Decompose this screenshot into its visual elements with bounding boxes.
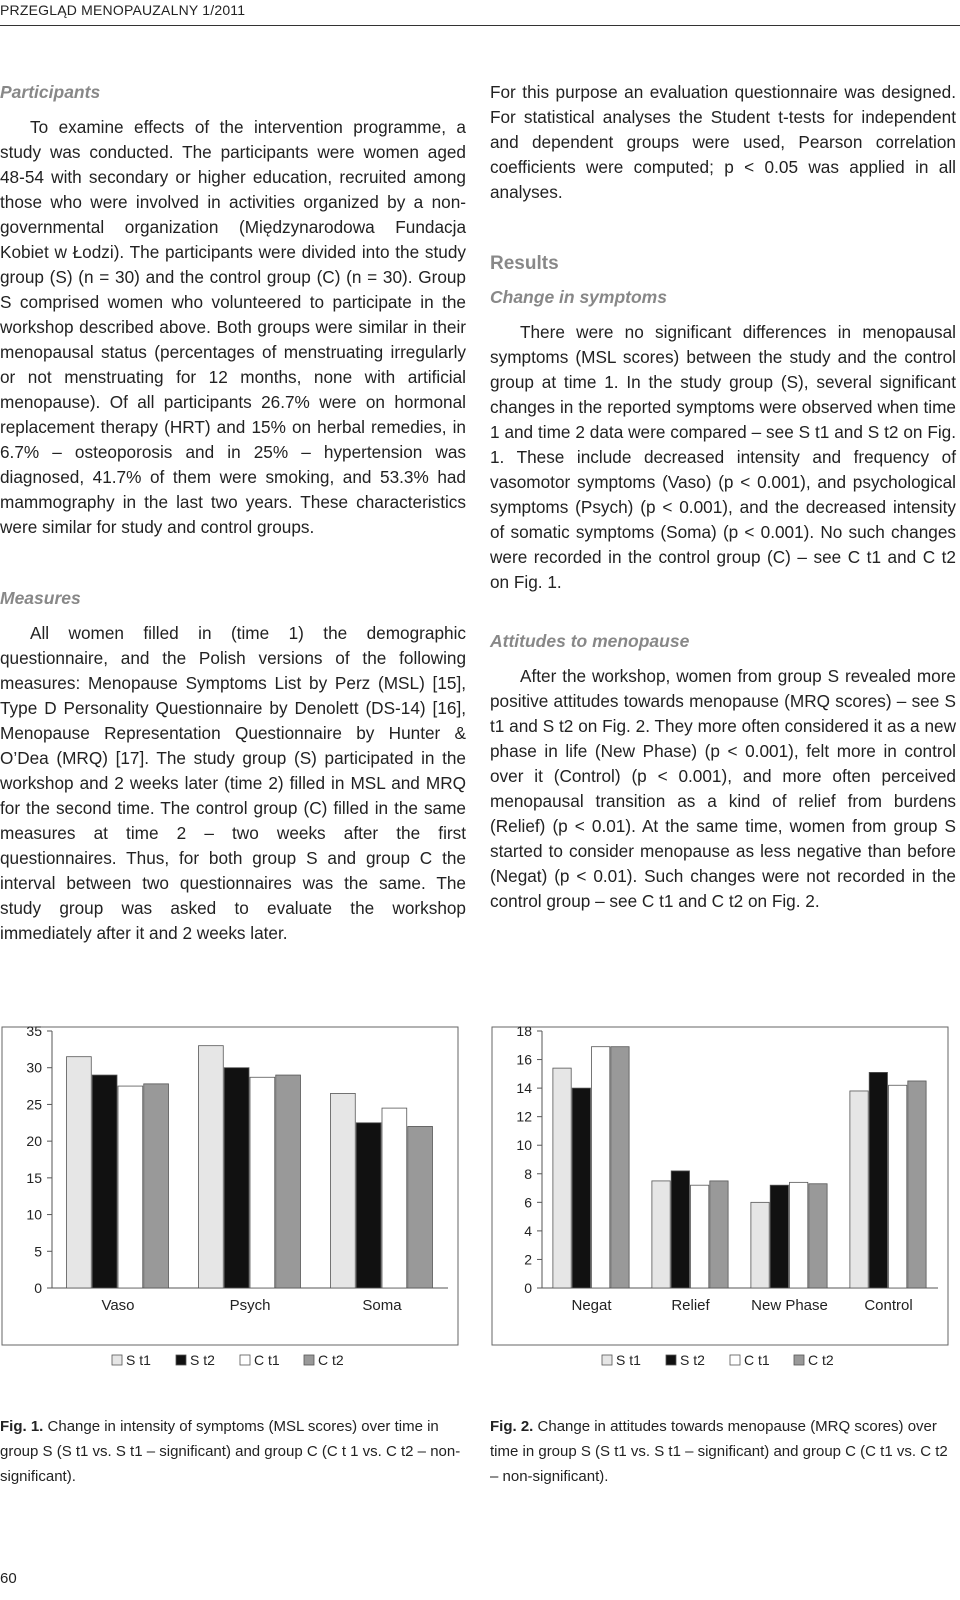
attitudes-heading: Attitudes to menopause: [490, 631, 690, 651]
figure-1-chart: [0, 1025, 460, 1385]
legend-swatch: [112, 1355, 122, 1365]
bar-s-t1: [67, 1057, 92, 1288]
bar-s-t1: [199, 1046, 224, 1288]
y-tick-label: 8: [524, 1165, 532, 1182]
bar-c-t1: [790, 1182, 808, 1288]
bar-s-t1: [553, 1068, 571, 1288]
right-column: [490, 80, 956, 914]
participants-heading: Participants: [0, 82, 101, 102]
bar-s-t2: [770, 1185, 788, 1288]
bar-c-t1: [250, 1077, 275, 1288]
legend-label: S t1: [616, 1352, 641, 1368]
y-tick-label: 18: [516, 1025, 532, 1039]
legend-label: C t2: [318, 1352, 344, 1368]
bar-c-t2: [710, 1181, 728, 1288]
x-tick-label: Soma: [362, 1297, 402, 1314]
x-tick-label: Psych: [229, 1297, 271, 1314]
legend-label: C t2: [808, 1352, 834, 1368]
header-rule: [0, 25, 960, 26]
left-column: [0, 80, 466, 946]
x-tick-label: Control: [864, 1297, 913, 1314]
legend-swatch: [794, 1355, 804, 1365]
x-tick-label: New Phase: [751, 1297, 828, 1314]
legend-label: C t1: [744, 1352, 770, 1368]
bar-c-t1: [382, 1108, 407, 1288]
x-tick-label: Negat: [571, 1297, 612, 1314]
measures-heading: Measures: [0, 588, 81, 608]
bar-c-t1: [592, 1047, 610, 1288]
y-tick-label: 10: [26, 1206, 42, 1223]
legend-swatch: [730, 1355, 740, 1365]
y-tick-label: 12: [516, 1108, 532, 1125]
y-tick-label: 20: [26, 1133, 42, 1150]
change-in-symptoms-paragraph: There were no significant differences in menopausal symptoms (MSL scores) between the study and the control group at time 1. In the study group (S), several significant changes in the reported symptoms were observed when time 1 and time 2 data were compared – see S t1 and S t2 on Fig. 1. These include decreased intensity and frequency of vasomotor symptoms (Vaso) (p < 0.001), and psychological symptoms (Psych) (p < 0.001), and the decreased intensity of somatic symptoms (Soma) (p < 0.001). No such changes were recorded in the control group (C) – see C t1 and C t2 on Fig. 1.: [490, 322, 956, 592]
y-tick-label: 4: [524, 1222, 532, 1239]
bar-c-t1: [889, 1085, 907, 1288]
measures-paragraph: All women filled in (time 1) the demographic questionnaire, and the Polish versions of the following measures: Menopause Symptoms List by Perz (MSL) [15], Type D Personality Questionnaire by Denolett (DS-14) [16], Menopause Representation Questionnaire by Hunter & O’Dea (MRQ) [17]. The study group (S) participated in the workshop and 2 weeks later (time 2) filled in MSL and MRQ for the second time. The control group (C) filled in the same measures at time 2 – two weeks after the first questionnaires. Thus, for both group S and group C the interval between two questionnaires was the same. The study group was asked to evaluate the workshop immediately after it and 2 weeks later.: [0, 623, 466, 943]
figure-1-svg: [0, 1025, 460, 1385]
page-number: 60: [0, 1570, 17, 1587]
y-tick-label: 0: [524, 1280, 532, 1296]
y-tick-label: 10: [516, 1137, 532, 1154]
bar-c-t2: [611, 1047, 629, 1288]
bar-s-t1: [850, 1091, 868, 1288]
legend-swatch: [304, 1355, 314, 1365]
running-head: PRZEGLĄD MENOPAUZALNY 1/2011: [0, 2, 246, 18]
participants-paragraph: To examine effects of the intervention programme, a study was conducted. The participants were women aged 48-54 with secondary or higher education, recruited among those who were involved in activities organized by a non-governmental organization (Międzynarodowa Fundacja Kobiet w Łodzi). The participants were divided into the study group (S) (n = 30) and the control group (C) (n = 30). Group S comprised women who volunteered to participate in the workshop described above. Both groups were similar in their menopausal status (percentages of menstruating irregularly or not menstruating for 12 months, none with artificial menopause). Of all participants 26.7% were on hormonal replacement therapy (HRT) and 15% on herbal remedies, in 6.7% – osteoporosis and in 25% – hypertension was diagnosed, 41.7% of them were smoking, and 53.3% had mammography in the last two years. These characteristics were similar for study and control groups.: [0, 117, 466, 537]
y-tick-label: 30: [26, 1059, 42, 1076]
bar-s-t2: [869, 1072, 887, 1288]
bar-c-t2: [276, 1075, 301, 1288]
bar-c-t2: [408, 1126, 433, 1288]
figure-2-svg: [490, 1025, 950, 1385]
legend-label: S t2: [190, 1352, 215, 1368]
bar-s-t1: [652, 1181, 670, 1288]
bar-c-t2: [809, 1184, 827, 1288]
y-tick-label: 6: [524, 1194, 532, 1211]
bar-c-t1: [691, 1185, 709, 1288]
figure-1-caption-text: Change in intensity of symptoms (MSL scores) over time in group S (S t1 vs. S t1 – significant) and group C (C t 1 vs. C t2 – non-significant).: [0, 1418, 461, 1485]
legend-swatch: [176, 1355, 186, 1365]
bar-c-t2: [908, 1081, 926, 1288]
x-tick-label: Relief: [671, 1297, 710, 1314]
bar-s-t2: [671, 1171, 689, 1288]
bar-s-t2: [92, 1075, 117, 1288]
legend-swatch: [240, 1355, 250, 1365]
y-tick-label: 0: [34, 1280, 42, 1296]
y-tick-label: 5: [34, 1243, 42, 1260]
attitudes-paragraph: After the workshop, women from group S revealed more positive attitudes towards menopause (MRQ scores) – see S t1 and S t2 on Fig. 2. They more often considered it as a new phase in life (New Phase) (p < 0.001), felt more in control over it (Control) (p < 0.001), and more often perceived menopausal transition as a kind of relief from burdens (Relief) (p < 0.01). At the same time, women from group S started to consider menopause as less negative than before (Negat) (p < 0.01). Such changes were not recorded in the control group – see C t1 and C t2 on Fig. 2.: [490, 666, 956, 911]
y-tick-label: 14: [516, 1080, 532, 1097]
bar-c-t1: [118, 1086, 143, 1288]
figure-2-caption-text: Change in attitudes towards menopause (MRQ scores) over time in group S (S t1 vs. S t1 – significant) and group C (C t1 vs. C t2 – non-significant).: [490, 1418, 948, 1485]
bar-s-t1: [331, 1093, 356, 1288]
results-heading: Results: [490, 253, 559, 274]
change-in-symptoms-heading: Change in symptoms: [490, 287, 667, 307]
measures-continued-paragraph: For this purpose an evaluation questionnaire was designed. For statistical analyses the Student t-tests for independent and dependent groups were used, Pearson correlation coefficients were computed; p < 0.05 was applied in all analyses.: [490, 82, 956, 202]
legend-label: C t1: [254, 1352, 280, 1368]
y-tick-label: 35: [26, 1025, 42, 1039]
legend-swatch: [666, 1355, 676, 1365]
bar-s-t1: [751, 1202, 769, 1288]
figure-1-caption: [0, 1414, 466, 1489]
figure-2-caption: [490, 1414, 956, 1489]
bar-s-t2: [572, 1088, 590, 1288]
figure-1-label: Fig. 1.: [0, 1418, 44, 1435]
figure-2-chart: [490, 1025, 950, 1385]
y-tick-label: 2: [524, 1251, 532, 1268]
legend-swatch: [602, 1355, 612, 1365]
bar-s-t2: [224, 1068, 249, 1288]
bar-c-t2: [144, 1084, 169, 1288]
figure-2-label: Fig. 2.: [490, 1418, 534, 1435]
y-tick-label: 15: [26, 1169, 42, 1186]
legend-label: S t2: [680, 1352, 705, 1368]
y-tick-label: 16: [516, 1051, 532, 1068]
y-tick-label: 25: [26, 1096, 42, 1113]
x-tick-label: Vaso: [101, 1297, 135, 1314]
legend-label: S t1: [126, 1352, 151, 1368]
bar-s-t2: [356, 1123, 381, 1288]
